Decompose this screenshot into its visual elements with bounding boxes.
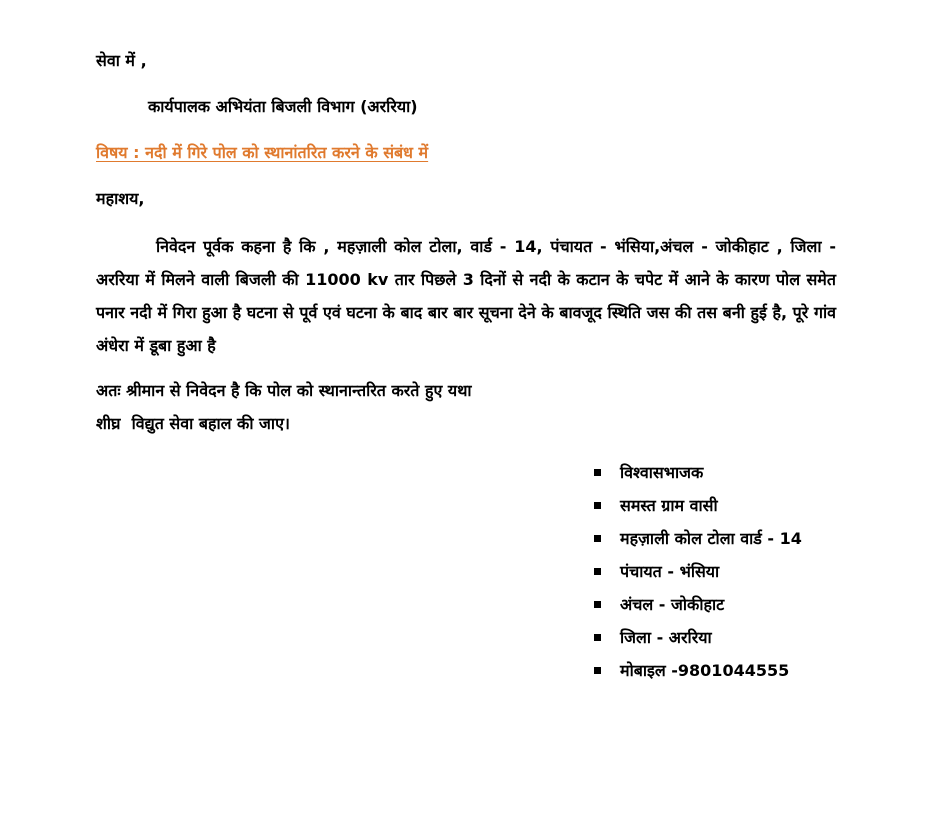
request-paragraph xyxy=(96,374,829,440)
bullet-square-icon xyxy=(594,502,601,509)
closing-list xyxy=(594,456,802,687)
closing-item-text: पंचायत - भंसिया xyxy=(620,562,720,581)
bullet-square-icon xyxy=(594,601,601,608)
closing-item xyxy=(594,456,802,489)
bullet-square-icon xyxy=(594,469,601,476)
bullet-square-icon xyxy=(594,634,601,641)
bullet-square-icon xyxy=(594,667,601,674)
bullet-square-icon xyxy=(594,535,601,542)
subject-line: विषय : नदी में गिरे पोल को स्थानांतरित करने के संबंध में xyxy=(96,143,429,162)
closing-item xyxy=(594,621,802,654)
closing-item xyxy=(594,489,802,522)
salutation: सेवा में , xyxy=(96,51,147,70)
bullet-square-icon xyxy=(594,568,601,575)
closing-item-text: महज़ाली कोल टोला वार्ड - 14 xyxy=(620,529,802,548)
request-line-2: शीघ्र विद्युत सेवा बहाल की जाए। xyxy=(96,414,290,433)
closing-item xyxy=(594,555,802,588)
body-paragraph: निवेदन पूर्वक कहना है कि , महज़ाली कोल टोला, वार्ड - 14, पंचायत - भंसिया,अंचल - जोकीहाट , जिला - अररिया में मिलने वाली बिजली की 11000 kv तार पिछले 3 दिनों से नदी के कटान के चपेट में आने के कारण पोल समेत पनार नदी में गिरा हुआ है घटना से पूर्व एवं घटना के बाद बार बार सूचना देने के बावजूद स्थिति जस की तस बनी हुई है, पूरे गांव अंधेरा में डूबा हुआ है xyxy=(96,237,836,355)
closing-item xyxy=(594,588,802,621)
addressee: कार्यपालक अभियंता बिजली विभाग (अररिया) xyxy=(148,97,418,116)
closing-item-text: जिला - अररिया xyxy=(620,628,712,647)
closing-item-text: मोबाइल -9801044555 xyxy=(620,661,790,680)
closing-item-text: विश्वासभाजक xyxy=(620,463,704,482)
closing-item xyxy=(594,522,802,555)
closing-item xyxy=(594,654,802,687)
greeting: महाशय, xyxy=(96,189,145,208)
closing-item-text: अंचल - जोकीहाट xyxy=(620,595,725,614)
closing-item-text: समस्त ग्राम वासी xyxy=(620,496,718,515)
request-line-1: अतः श्रीमान से निवेदन है कि पोल को स्थानान्तरित करते हुए यथा xyxy=(96,381,472,400)
